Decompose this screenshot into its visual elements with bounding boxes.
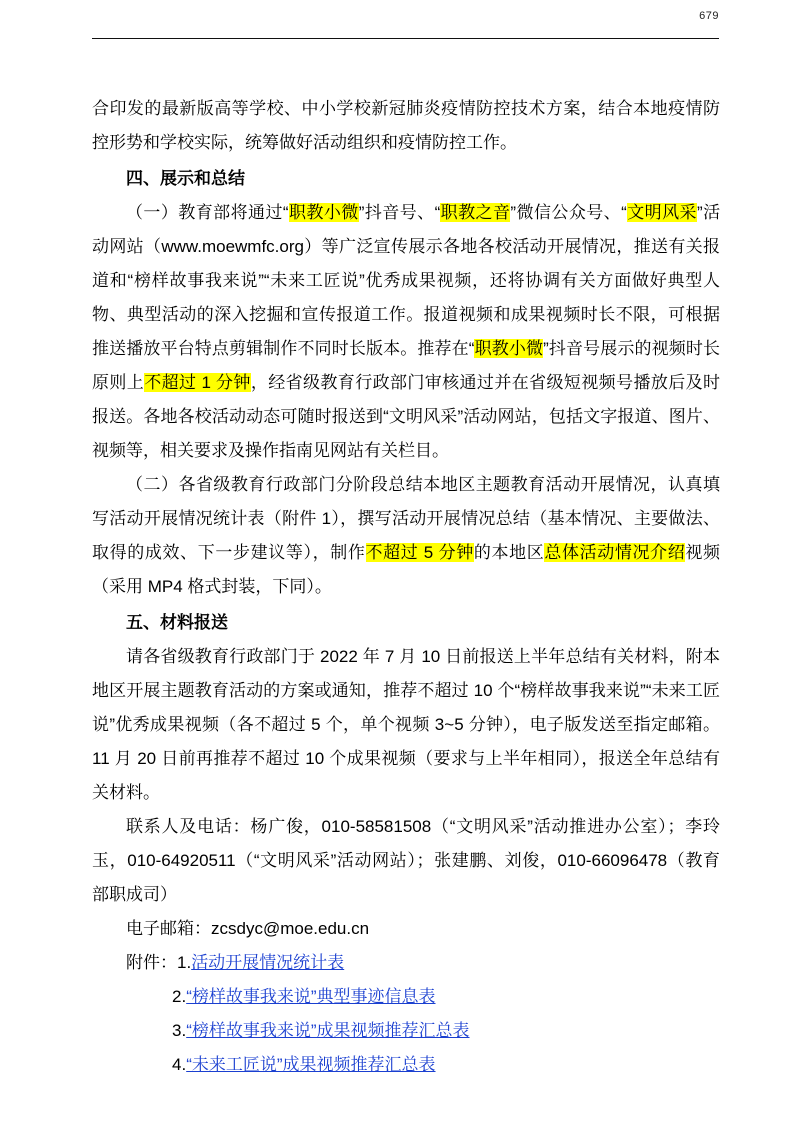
para-1-part-a: （一）教育部将通过 [126, 203, 283, 222]
heading-four [92, 162, 720, 196]
para-1-part-b: 抖音号、 [364, 203, 435, 222]
document-body [92, 92, 720, 1082]
paragraph-three [92, 640, 720, 810]
para-2-part-c: 视频（采用 MP4 格式封装，下同）。 [92, 543, 721, 596]
para-1-part-f: ，经省级教育行政部门审核通过并在省级短视频号播放后及时报送。各地各校活动动态可随时报送到“文明风采”活动网站，包括文字报道、图片、视频等，相关要求及操作指南见网站有关栏目。 [92, 373, 721, 460]
attachment-item-3 [92, 1014, 720, 1048]
page-number: 679 [699, 10, 719, 22]
attachment-2-link[interactable]: “榜样故事我来说”典型事迹信息表 [186, 987, 436, 1006]
paragraph-two [92, 468, 720, 604]
highlight-zhijiaoxiaowei-2: 职教小微 [474, 339, 544, 358]
paragraph-contacts [92, 810, 720, 912]
highlight-zhijiaoxiaowei-1: 职教小微 [288, 203, 359, 222]
paragraph-intro-text: 合印发的最新版高等学校、中小学校新冠肺炎疫情防控技术方案，结合本地疫情防控形势和学校实际，统筹做好活动组织和疫情防控工作。 [92, 99, 720, 152]
heading-four-text: 四、展示和总结 [126, 169, 245, 188]
heading-five [92, 606, 720, 640]
attachment-list [92, 946, 720, 1082]
highlight-wenmingfengcai: 文明风采 [626, 203, 697, 222]
email-label: 电子邮箱： [126, 919, 211, 938]
para-2-part-b: 的本地区 [473, 543, 545, 562]
heading-five-text: 五、材料报送 [126, 613, 228, 632]
attachment-4-number: 4. [172, 1055, 187, 1074]
highlight-no-more-than-5-min: 不超过 5 分钟 [365, 543, 474, 562]
attachment-1-link[interactable]: 活动开展情况统计表 [191, 953, 345, 972]
para-1-part-d: 活动网站（www.moewmfc.org）等广泛宣传展示各地各校活动开展情况，推送有关报道和“榜样故事我来说”“未来工匠说”优秀成果视频，还将协调有关方面做好典型人物、典型活动的深入挖掘和宣传报道工作。报道视频和成果视频时长不限，可根据推送播放平台特点剪辑制作不同时长版本。推荐在 [92, 203, 721, 358]
highlight-overall-activity: 总体活动情况介绍 [544, 543, 686, 562]
attachment-1-number: 1. [177, 953, 192, 972]
para-1-part-e: 抖音号展示的视频时长原则上 [92, 339, 721, 392]
attachments-label: 附件： [126, 953, 177, 972]
attachment-item-2 [92, 980, 720, 1014]
para-4-text: 联系人及电话：杨广俊，010-58581508（“文明风采”活动推进办公室）；李玲玉，010-64920511（“文明风采”活动网站）；张建鹏、刘俊，010-66096478（教育部职成司） [92, 817, 720, 904]
paragraph-intro [92, 92, 720, 160]
attachment-3-number: 3. [172, 1021, 187, 1040]
highlight-zhijiaozhiyin: 职教之音 [440, 203, 511, 222]
para-2-part-a: （二）各省级教育行政部门分阶段总结本地区主题教育活动开展情况，认真填写活动开展情况统计表（附件 1），撰写活动开展情况总结（基本情况、主要做法、取得的成效、下一步建议等），制作 [92, 475, 720, 562]
email-address: zcsdyc@moe.edu.cn [211, 919, 370, 938]
paragraph-one: （一）教育部将通过“职教小微”抖音号、“职教之音”微信公众号、“文明风采”活动网站（www.moewmfc.org）等广泛宣传展示各地各校活动开展情况，推送有关报道和“榜样故事我来说”“未来工匠说”优秀成果视频，还将协调有关方面做好典型人物、典型活动的深入挖掘和宣传报道工作。报道视频和成果视频时长不限，可根据推送播放平台特点剪辑制作不同时长版本。推荐在“职教小微”抖音号展示的视频时长原则上不超过 1 分钟，经省级教育行政部门审核通过并在省级短视频号播放后及时报送。各地各校活动动态可随时报送到“文明风采”活动网站，包括文字报道、图片、视频等，相关要求及操作指南见网站有关栏目。 [92, 203, 721, 460]
para-3-text: 请各省级教育行政部门于 2022 年 7 月 10 日前报送上半年总结有关材料，附本地区开展主题教育活动的方案或通知，推荐不超过 10 个“榜样故事我来说”“未来工匠说”优秀成果视频（各不超过 5 个，单个视频 3~5 分钟），电子版发送至指定邮箱。11 月 20 日前再推荐不超过 10 个成果视频（要求与上半年相同），报送全年总结有关材料。 [92, 647, 720, 802]
paragraph-email [92, 912, 720, 946]
highlight-no-more-than-1-min: 不超过 1 分钟 [144, 373, 251, 392]
attachment-item-1 [92, 946, 720, 980]
attachment-2-number: 2. [172, 987, 187, 1006]
attachment-item-4 [92, 1048, 720, 1082]
header-divider [92, 38, 719, 39]
attachment-4-link[interactable]: “未来工匠说”成果视频推荐汇总表 [186, 1055, 436, 1074]
attachment-3-link[interactable]: “榜样故事我来说”成果视频推荐汇总表 [186, 1021, 470, 1040]
para-1-part-c: 微信公众号、 [516, 203, 622, 222]
